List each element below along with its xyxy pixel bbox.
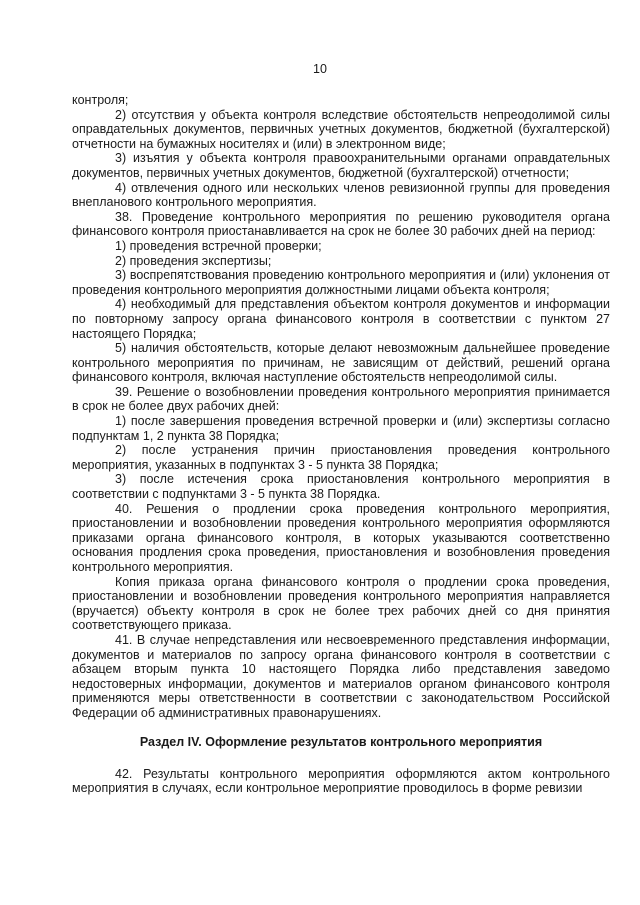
paragraph: 38. Проведение контрольного мероприятия по решению руководителя органа финансового контроля приостанавливается на срок не более 30 рабочих дней на период: bbox=[72, 209, 610, 239]
paragraph: 1) проведения встречной проверки; bbox=[115, 238, 322, 253]
section-heading: Раздел IV. Оформление результатов контрольного мероприятия bbox=[139, 734, 543, 749]
paragraph: Копия приказа органа финансового контроля о продлении срока проведения, приостановлении и возобновлении проведения контрольного мероприятия направляется (вручается) объекту контроля в срок не более трех рабочих дней со дня принятия соответствующего приказа. bbox=[72, 574, 610, 633]
paragraphs-after-section bbox=[72, 767, 610, 796]
paragraph: 1) после завершения проведения встречной проверки и (или) экспертизы согласно подпунктам 1, 2 пункта 38 Порядка; bbox=[72, 414, 610, 443]
paragraph: 39. Решение о возобновлении проведения контрольного мероприятия принимается в срок не более двух рабочих дней: bbox=[72, 384, 610, 414]
paragraph: 4) необходимый для представления объектом контроля документов и информации по повторному запросу органа финансового контроля в соответствии с пунктом 27 настоящего Порядка; bbox=[72, 297, 610, 341]
paragraph: 4) отвлечения одного или нескольких членов ревизионной группы для проведения внепланового контрольного мероприятия. bbox=[72, 180, 610, 210]
paragraph: 5) наличия обстоятельств, которые делают невозможным дальнейшее проведение контрольного мероприятия по причинам, не зависящим от действий, решений органа финансового контроля, включая наступление обстоятельств непреодолимой силы. bbox=[72, 341, 610, 385]
paragraph: 41. В случае непредставления или несвоевременного представления информации, документов и материалов по запросу органа финансового контроля в соответствии с абзацем вторым пункта 10 настоящего Порядка либо представления заведомо недостоверных информации, документов и материалов органом финансового контроля применяются меры ответственности в соответствии с законодательством Российской Федерации об административных правонарушениях. bbox=[72, 632, 610, 720]
page-number: 10 bbox=[313, 62, 327, 76]
paragraphs-before-section bbox=[72, 93, 610, 721]
paragraph: 42. Результаты контрольного мероприятия оформляются актом контрольного мероприятия в случаях, если контрольное мероприятие проводилось в форме ревизии bbox=[72, 766, 610, 796]
paragraph: контроля; bbox=[72, 93, 129, 107]
paragraph: 2) после устранения причин приостановления проведения контрольного мероприятия, указанных в подпунктах 3 - 5 пункта 38 Порядка; bbox=[72, 443, 610, 472]
document-body bbox=[72, 93, 610, 796]
paragraph: 3) воспрепятствования проведению контрольного мероприятия и (или) уклонения от проведения контрольного мероприятия должностными лицами объекта контроля; bbox=[72, 268, 610, 297]
paragraph: 40. Решения о продлении срока проведения контрольного мероприятия, приостановлении и возобновлении проведения контрольного мероприятия оформляются приказами органа финансового контроля, в которых указываются соответственно основания продления срока проведения, приостановления и возобновления проведения контрольного мероприятия. bbox=[72, 501, 610, 574]
paragraph: 3) изъятия у объекта контроля правоохранительными органами оправдательных документов, первичных учетных документов, бюджетной (бухгалтерской) отчетности; bbox=[72, 151, 610, 180]
paragraph: 2) отсутствия у объекта контроля вследствие обстоятельств непреодолимой силы оправдательных документов, первичных учетных документов, бюджетной (бухгалтерской) отчетности на бумажных носителях и (или) в электронном виде; bbox=[72, 107, 610, 151]
paragraph: 3) после истечения срока приостановления контрольного мероприятия в соответствии с подпунктами 3 - 5 пункта 38 Порядка. bbox=[72, 472, 610, 502]
paragraph: 2) проведения экспертизы; bbox=[115, 253, 272, 268]
